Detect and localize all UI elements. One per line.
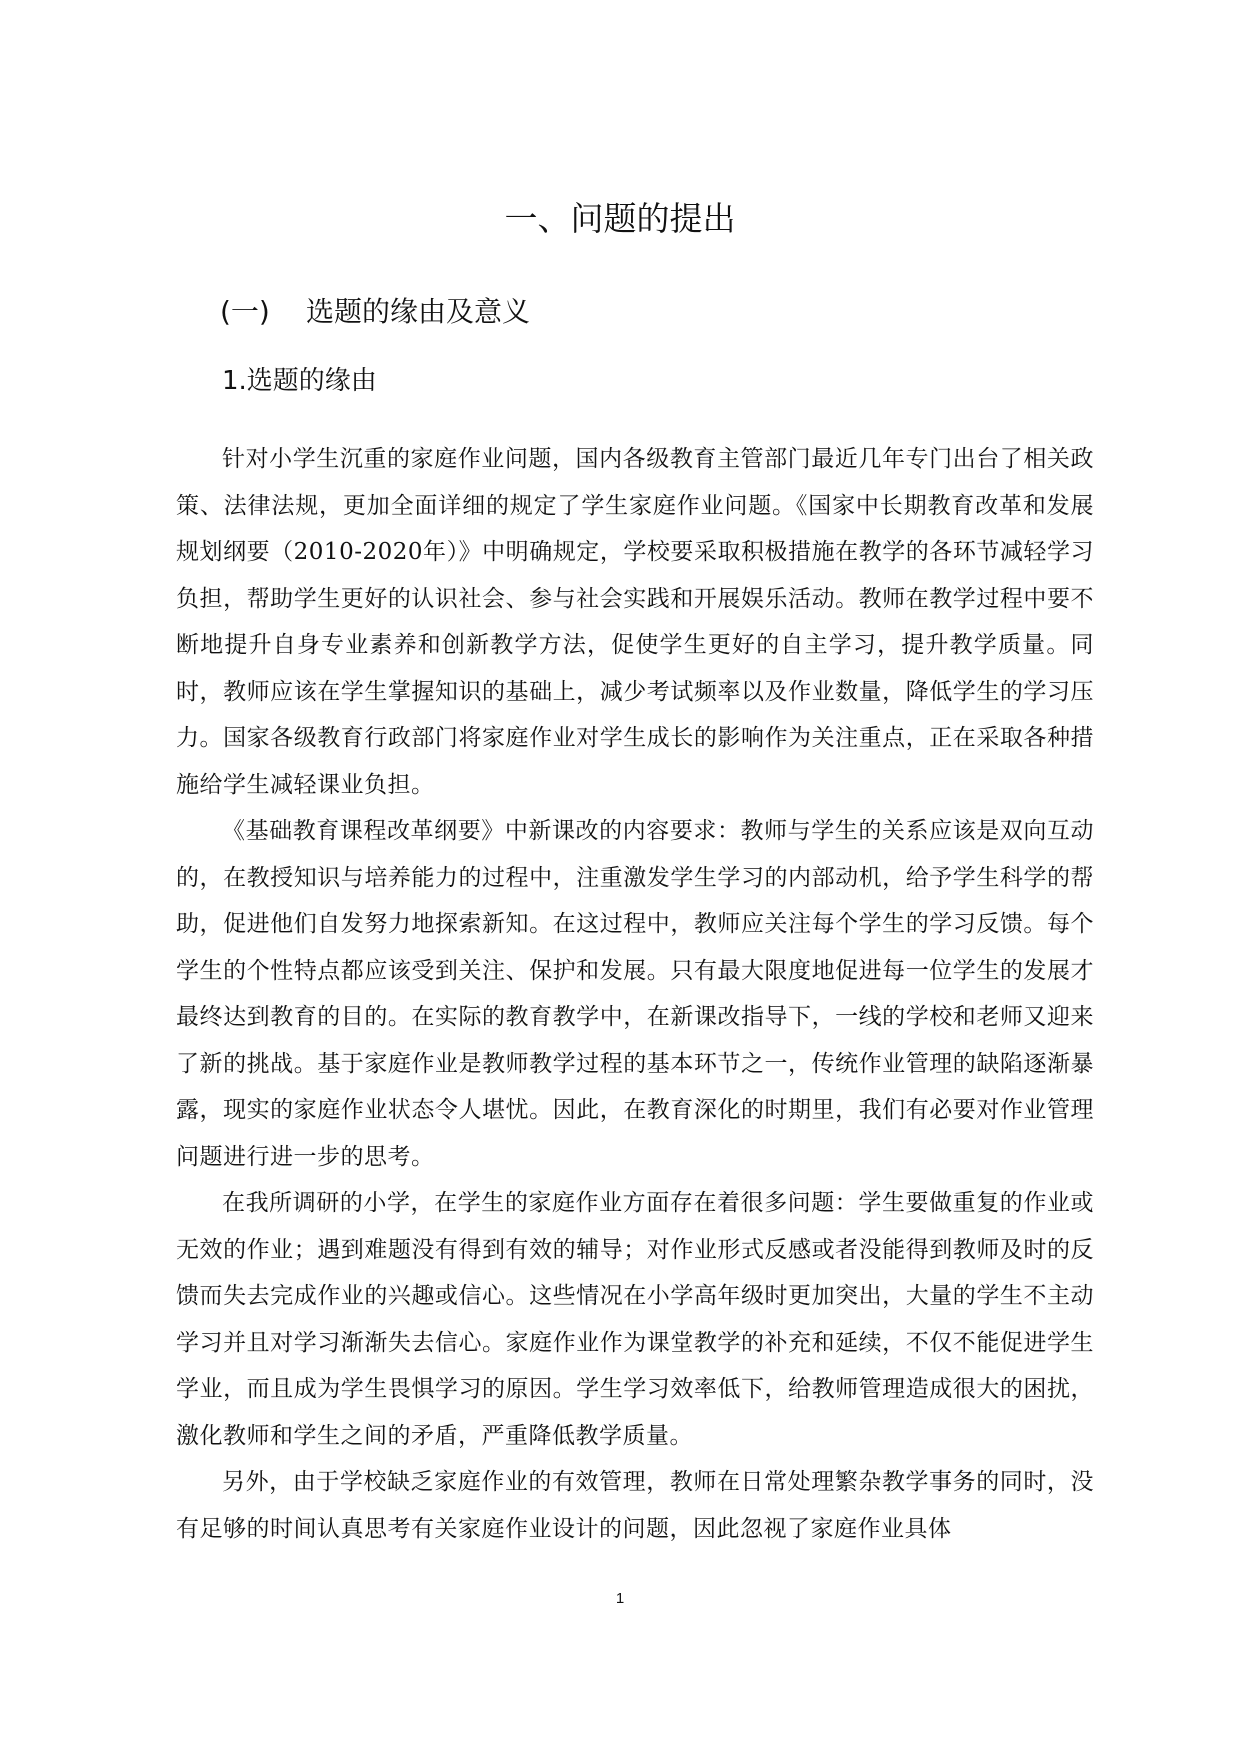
chapter-title: 一、问题的提出 xyxy=(504,199,736,238)
paragraph: 另外，由于学校缺乏家庭作业的有效管理，教师在日常处理繁杂教学事务的同时，没有足够的时间认真思考有关家庭作业设计的问题，因此忽视了家庭作业具体 xyxy=(176,1469,1094,1542)
body-text xyxy=(176,436,1094,1552)
paragraph: 在我所调研的小学，在学生的家庭作业方面存在着很多问题：学生要做重复的作业或无效的作业；遇到难题没有得到有效的辅导；对作业形式反感或者没能得到教师及时的反馈而失去完成作业的兴趣或信心。这些情况在小学高年级时更加突出，大量的学生不主动学习并且对学习渐渐失去信心。家庭作业作为课堂教学的补充和延续，不仅不能促进学生学业，而且成为学生畏惧学习的原因。学生学习效率低下，给教师管理造成很大的困扰，激化教师和学生之间的矛盾，严重降低教学质量。 xyxy=(176,1190,1094,1449)
paragraph: 《基础教育课程改革纲要》中新课改的内容要求：教师与学生的关系应该是双向互动的，在教授知识与培养能力的过程中，注重激发学生学习的内部动机，给予学生科学的帮助，促进他们自发努力地探索新知。在这过程中，教师应关注每个学生的学习反馈。每个学生的个性特点都应该受到关注、保护和发展。只有最大限度地促进每一位学生的发展才最终达到教育的目的。在实际的教育教学中，在新课改指导下，一线的学校和老师又迎来了新的挑战。基于家庭作业是教师教学过程的基本环节之一，传统作业管理的缺陷逐渐暴露，现实的家庭作业状态令人堪忧。因此，在教育深化的时期里，我们有必要对作业管理问题进行进一步的思考。 xyxy=(176,818,1094,1170)
subsection-title: 1.选题的缘由 xyxy=(222,366,377,396)
section-title: 选题的缘由及意义 xyxy=(306,295,531,328)
page-number: 1 xyxy=(615,1590,625,1607)
section-heading xyxy=(220,292,530,332)
section-number: (一) xyxy=(220,295,270,328)
paragraph: 针对小学生沉重的家庭作业问题，国内各级教育主管部门最近几年专门出台了相关政策、法律法规，更加全面详细的规定了学生家庭作业问题。《国家中长期教育改革和发展规划纲要（2010-2020年）》中明确规定，学校要采取积极措施在教学的各环节减轻学习负担，帮助学生更好的认识社会、参与社会实践和开展娱乐活动。教师在教学过程中要不断地提升自身专业素养和创新教学方法，促使学生更好的自主学习，提升教学质量。同时，教师应该在学生掌握知识的基础上，减少考试频率以及作业数量，降低学生的学习压力。国家各级教育行政部门将家庭作业对学生成长的影响作为关注重点，正在采取各种措施给学生减轻课业负担。 xyxy=(176,446,1094,798)
